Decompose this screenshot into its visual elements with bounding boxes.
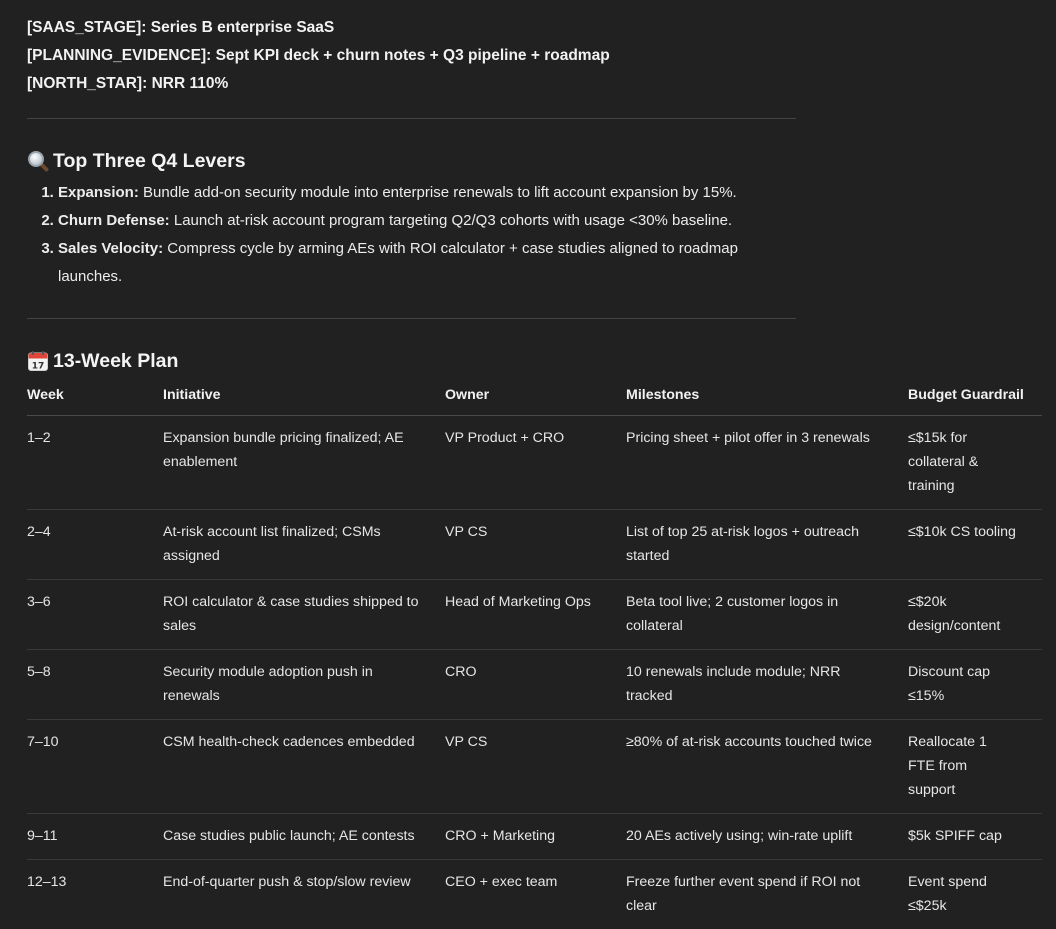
- column-header-week: Week: [27, 381, 163, 416]
- plan-heading: [27, 347, 1047, 375]
- meta-saas-stage: [SAAS_STAGE]: Series B enterprise SaaS: [27, 14, 1047, 42]
- cell-owner: VP CS: [445, 510, 626, 580]
- column-header-initiative: Initiative: [163, 381, 445, 416]
- cell-budget: $5k SPIFF cap: [908, 814, 1042, 860]
- cell-owner: VP Product + CRO: [445, 416, 626, 510]
- cell-budget: Reallocate 1 FTE from support: [908, 720, 1042, 814]
- table-header-row: [27, 381, 1042, 416]
- meta-value: NRR 110%: [152, 75, 229, 92]
- cell-week: 1–2: [27, 416, 163, 510]
- list-item: [58, 179, 798, 207]
- cell-initiative: At-risk account list finalized; CSMs assigned: [163, 510, 445, 580]
- cell-week: 9–11: [27, 814, 163, 860]
- calendar-day: 17: [32, 362, 45, 372]
- cell-milestones: Pricing sheet + pilot offer in 3 renewals: [626, 416, 908, 510]
- cell-week: 5–8: [27, 650, 163, 720]
- lever-text: Compress cycle by arming AEs with ROI calculator + case studies aligned to roadmap launches.: [58, 240, 738, 285]
- meta-key: [SAAS_STAGE]: [27, 19, 141, 36]
- calendar-icon: [27, 350, 49, 372]
- lever-name: Sales Velocity:: [58, 240, 163, 257]
- table-row: [27, 720, 1042, 814]
- list-item: [58, 235, 798, 291]
- table-row: [27, 814, 1042, 860]
- cell-initiative: End-of-quarter push & stop/slow review: [163, 860, 445, 929]
- cell-milestones: Beta tool live; 2 customer logos in collateral: [626, 580, 908, 650]
- cell-budget: ≤$15k for collateral & training: [908, 416, 1042, 510]
- cell-owner: CRO: [445, 650, 626, 720]
- cell-owner: CRO + Marketing: [445, 814, 626, 860]
- lever-text: Launch at-risk account program targeting Q2/Q3 cohorts with usage <30% baseline.: [174, 212, 732, 229]
- cell-budget: Event spend ≤$25k: [908, 860, 1042, 929]
- levers-title: Top Three Q4 Levers: [53, 147, 246, 175]
- cell-budget: Discount cap ≤15%: [908, 650, 1042, 720]
- column-header-owner: Owner: [445, 381, 626, 416]
- plan-table: [27, 381, 1042, 929]
- table-row: [27, 650, 1042, 720]
- cell-week: 7–10: [27, 720, 163, 814]
- cell-budget: ≤$10k CS tooling: [908, 510, 1042, 580]
- meta-value: Sept KPI deck + churn notes + Q3 pipeline + roadmap: [216, 47, 610, 64]
- meta-value: Series B enterprise SaaS: [151, 19, 335, 36]
- levers-list: [27, 179, 1047, 291]
- plan-title: 13-Week Plan: [53, 347, 178, 375]
- lever-name: Expansion:: [58, 184, 139, 201]
- meta-north-star: [NORTH_STAR]: NRR 110%: [27, 70, 1047, 98]
- cell-owner: Head of Marketing Ops: [445, 580, 626, 650]
- levers-heading: [27, 147, 1047, 175]
- cell-owner: CEO + exec team: [445, 860, 626, 929]
- document: [27, 14, 1047, 929]
- lever-text: Bundle add-on security module into enterprise renewals to lift account expansion by 15%.: [143, 184, 737, 201]
- list-item: [58, 207, 798, 235]
- lever-name: Churn Defense:: [58, 212, 170, 229]
- table-row: [27, 580, 1042, 650]
- cell-milestones: Freeze further event spend if ROI not clear: [626, 860, 908, 929]
- divider: [27, 118, 796, 119]
- cell-initiative: CSM health-check cadences embedded: [163, 720, 445, 814]
- table-row: [27, 416, 1042, 510]
- meta-key: [NORTH_STAR]: [27, 75, 142, 92]
- table-row: [27, 510, 1042, 580]
- cell-initiative: Case studies public launch; AE contests: [163, 814, 445, 860]
- cell-initiative: Security module adoption push in renewals: [163, 650, 445, 720]
- cell-week: 12–13: [27, 860, 163, 929]
- divider: [27, 318, 796, 319]
- meta-planning-evidence: [PLANNING_EVIDENCE]: Sept KPI deck + churn notes + Q3 pipeline + roadmap: [27, 42, 1047, 70]
- cell-milestones: List of top 25 at-risk logos + outreach started: [626, 510, 908, 580]
- cell-initiative: Expansion bundle pricing finalized; AE enablement: [163, 416, 445, 510]
- column-header-budget: Budget Guardrail: [908, 381, 1042, 416]
- cell-milestones: 10 renewals include module; NRR tracked: [626, 650, 908, 720]
- cell-week: 3–6: [27, 580, 163, 650]
- cell-week: 2–4: [27, 510, 163, 580]
- cell-budget: ≤$20k design/content: [908, 580, 1042, 650]
- meta-key: [PLANNING_EVIDENCE]: [27, 47, 206, 64]
- meta-block: [27, 14, 1047, 98]
- table-row: [27, 860, 1042, 929]
- magnifier-icon: [27, 150, 49, 172]
- cell-owner: VP CS: [445, 720, 626, 814]
- cell-milestones: 20 AEs actively using; win-rate uplift: [626, 814, 908, 860]
- cell-initiative: ROI calculator & case studies shipped to sales: [163, 580, 445, 650]
- cell-milestones: ≥80% of at-risk accounts touched twice: [626, 720, 908, 814]
- column-header-milestones: Milestones: [626, 381, 908, 416]
